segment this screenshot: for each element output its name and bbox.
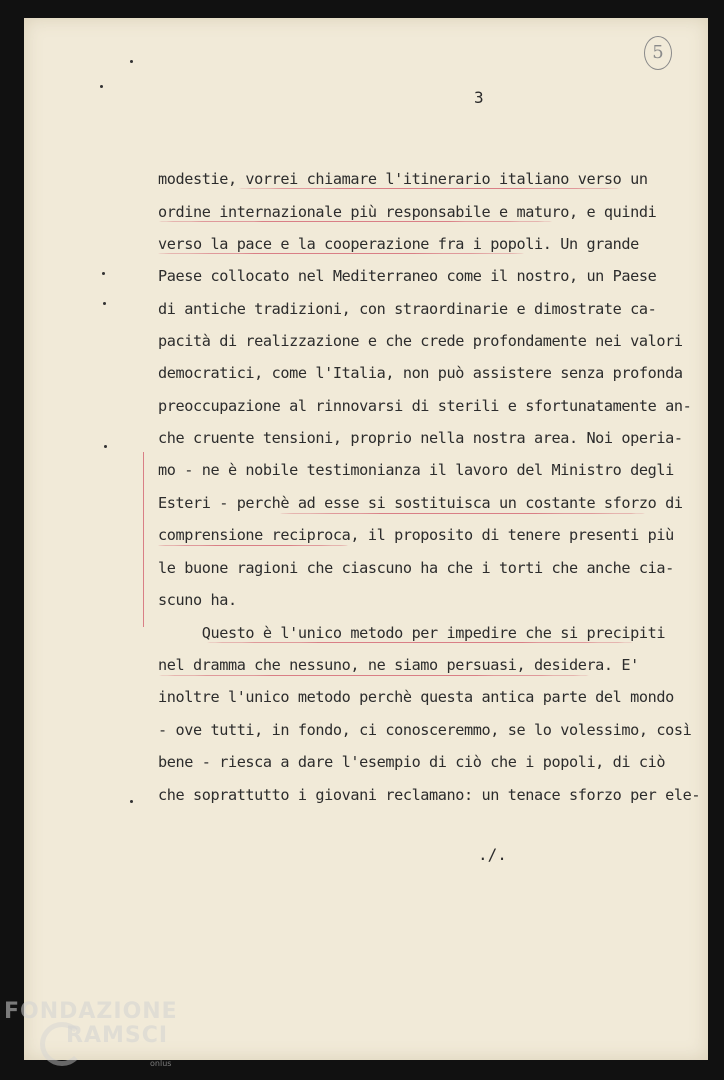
pen-underline	[280, 513, 645, 514]
text-line: ordine internazionale più responsabile e maturo, e quindi	[158, 203, 657, 221]
text-line: comprensione reciproca, il proposito di tenere presenti più	[158, 526, 674, 544]
archive-stamp: 5	[644, 36, 672, 70]
watermark-line2: RAMSCI	[66, 1023, 169, 1048]
pen-underline	[158, 253, 524, 254]
page-number: 3	[474, 88, 484, 107]
text-line: verso la pace e la cooperazione fra i popoli. Un grande	[158, 235, 639, 253]
text-line: Questo è l'unico metodo per impedire che si precipiti	[158, 624, 666, 642]
text-line: democratici, come l'Italia, non può assistere senza profonda	[158, 364, 683, 382]
pen-underline	[238, 188, 620, 189]
text-line: di antiche tradizioni, con straordinarie e dimostrate ca-	[158, 300, 657, 318]
text-line: che cruente tensioni, proprio nella nostra area. Noi operia-	[158, 429, 683, 447]
paper-speck	[100, 85, 103, 88]
text-line: pacità di realizzazione e che crede profondamente nei valori	[158, 332, 683, 350]
text-line: mo - ne è nobile testimonianza il lavoro del Ministro degli	[158, 461, 674, 479]
text-line: - ove tutti, in fondo, ci conosceremmo, se lo volessimo, così	[158, 721, 692, 739]
paper-speck	[130, 60, 133, 63]
fondazione-gramsci-watermark	[4, 999, 178, 1068]
watermark-line1: FONDAZIONE	[4, 999, 178, 1024]
pen-underline	[158, 675, 590, 676]
pen-underline	[158, 545, 348, 546]
paper-speck	[130, 800, 133, 803]
margin-highlight-mark	[143, 452, 144, 627]
text-line: bene - riesca a dare l'esempio di ciò che i popoli, di ciò	[158, 753, 666, 771]
paper-speck	[102, 272, 105, 275]
text-line: che soprattutto i giovani reclamano: un tenace sforzo per ele-	[158, 786, 701, 804]
paper-speck	[104, 445, 107, 448]
pen-underline	[158, 221, 553, 222]
text-line: le buone ragioni che ciascuno ha che i torti che anche cia-	[158, 559, 674, 577]
g-logo-icon	[40, 1022, 84, 1066]
paper-speck	[103, 302, 106, 305]
pen-underline	[206, 642, 634, 643]
text-line: inoltre l'unico metodo perchè questa antica parte del mondo	[158, 688, 674, 706]
watermark-small: onlus	[150, 1059, 172, 1068]
text-line: Esteri - perchè ad esse si sostituisca un costante sforzo di	[158, 494, 683, 512]
text-line: Paese collocato nel Mediterraneo come il nostro, un Paese	[158, 267, 657, 285]
text-line: nel dramma che nessuno, ne siamo persuasi, desidera. E'	[158, 656, 639, 674]
text-line: scuno ha.	[158, 591, 237, 609]
text-line: modestie, vorrei chiamare l'itinerario italiano verso un	[158, 170, 648, 188]
continuation-mark: ./.	[478, 845, 507, 864]
text-line: preoccupazione al rinnovarsi di sterili e sfortunatamente an-	[158, 397, 692, 415]
